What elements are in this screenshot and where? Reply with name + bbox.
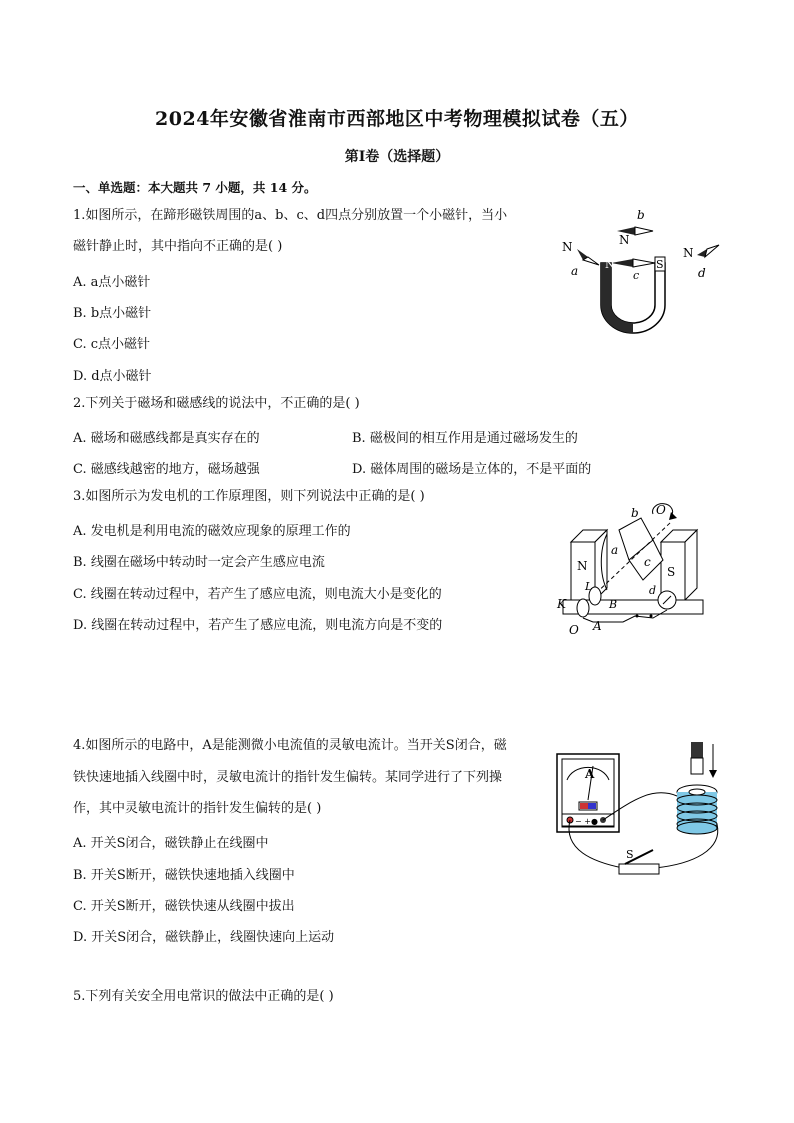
q1-label-n-a: N — [562, 240, 573, 254]
q1-stem-line1: 1.如图所示，在蹄形磁铁周围的a、b、c、d四点分别放置一个小磁针，当小 — [73, 208, 508, 223]
q1-label-n-mid: N — [605, 258, 615, 271]
q3-label-n: N — [577, 559, 588, 573]
q2-option-a[interactable]: A. 磁场和磁感线都是真实存在的 — [73, 431, 260, 446]
q3-option-b[interactable]: B. 线圈在磁场中转动时一定会产生感应电流 — [73, 555, 325, 570]
q1-label-s: S — [656, 258, 664, 271]
page-title: 2024年安徽省淮南市西部地区中考物理模拟试卷（五） — [155, 108, 639, 130]
q1-stem-line2: 磁针静止时，其中指向不正确的是( ) — [73, 239, 283, 254]
section-heading: 一、单选题：本大题共 7 小题，共 14 分。 — [73, 180, 317, 195]
q1-option-b[interactable]: B. b点小磁针 — [73, 306, 152, 321]
q4-galvanometer-circuit-figure — [553, 740, 723, 890]
q1-label-c: c — [633, 269, 640, 282]
q3-label-o-bottom: O — [569, 623, 579, 637]
q1-label-b: b — [637, 208, 645, 222]
q3-option-d[interactable]: D. 线圈在转动过程中，若产生了感应电流，则电流方向是不变的 — [73, 618, 443, 633]
q2-option-b[interactable]: B. 磁极间的相互作用是通过磁场发生的 — [352, 431, 578, 446]
q1-label-n-d: N — [683, 246, 694, 260]
q1-label-a: a — [571, 264, 579, 278]
q5-stem: 5.下列有关安全用电常识的做法中正确的是( ) — [73, 989, 334, 1004]
q4-stem-line1: 4.如图所示的电路中，A是能测微小电流值的灵敏电流计。当开关S闭合，磁 — [73, 738, 507, 753]
q3-label-c: c — [644, 555, 651, 569]
q3-generator-figure — [553, 500, 713, 640]
page-subtitle: 第Ⅰ卷（选择题） — [344, 149, 450, 165]
q3-label-k: K — [557, 597, 566, 611]
q1-option-a[interactable]: A. a点小磁针 — [73, 275, 151, 290]
q3-stem: 3.如图所示为发电机的工作原理图，则下列说法中正确的是( ) — [73, 489, 425, 504]
q4-option-a[interactable]: A. 开关S闭合，磁铁静止在线圈中 — [73, 836, 269, 851]
q4-option-c[interactable]: C. 开关S断开，磁铁快速从线圈中拔出 — [73, 899, 295, 914]
q2-option-d[interactable]: D. 磁体周围的磁场是立体的，不是平面的 — [352, 462, 592, 477]
q4-label-s: S — [626, 848, 634, 861]
q4-label-a: A — [585, 767, 595, 781]
q4-option-d[interactable]: D. 开关S闭合，磁铁静止，线圈快速向上运动 — [73, 930, 335, 945]
q1-label-d: d — [698, 266, 706, 280]
q3-label-d: d — [649, 584, 657, 597]
q1-option-c[interactable]: C. c点小磁针 — [73, 337, 151, 352]
q4-stem-line3: 作，其中灵敏电流计的指针发生偏转的是( ) — [73, 801, 322, 816]
q4-option-b[interactable]: B. 开关S断开，磁铁快速地插入线圈中 — [73, 868, 295, 883]
q4-terminals: − +● — [575, 817, 598, 826]
q2-option-c[interactable]: C. 磁感线越密的地方，磁场越强 — [73, 462, 260, 477]
q3-label-o-top: O — [656, 503, 666, 517]
q3-option-c[interactable]: C. 线圈在转动过程中，若产生了感应电流，则电流大小是变化的 — [73, 587, 442, 602]
q3-label-b-brush: B — [609, 598, 618, 611]
q3-option-a[interactable]: A. 发电机是利用电流的磁效应现象的原理工作的 — [73, 524, 351, 539]
q4-stem-line2: 铁快速地插入线圈中时，灵敏电流计的指针发生偏转。某同学进行了下列操 — [73, 770, 503, 785]
q1-horseshoe-magnet-figure — [555, 205, 735, 335]
q1-option-d[interactable]: D. d点小磁针 — [73, 369, 152, 384]
q3-label-a: a — [611, 543, 619, 557]
q3-label-b: b — [631, 506, 639, 520]
q3-label-l: L — [585, 580, 593, 593]
q3-label-s: S — [667, 565, 676, 579]
q1-label-n-top: N — [619, 233, 630, 247]
q3-label-a-brush: A — [593, 619, 602, 633]
q2-stem: 2.下列关于磁场和磁感线的说法中，不正确的是( ) — [73, 396, 360, 411]
